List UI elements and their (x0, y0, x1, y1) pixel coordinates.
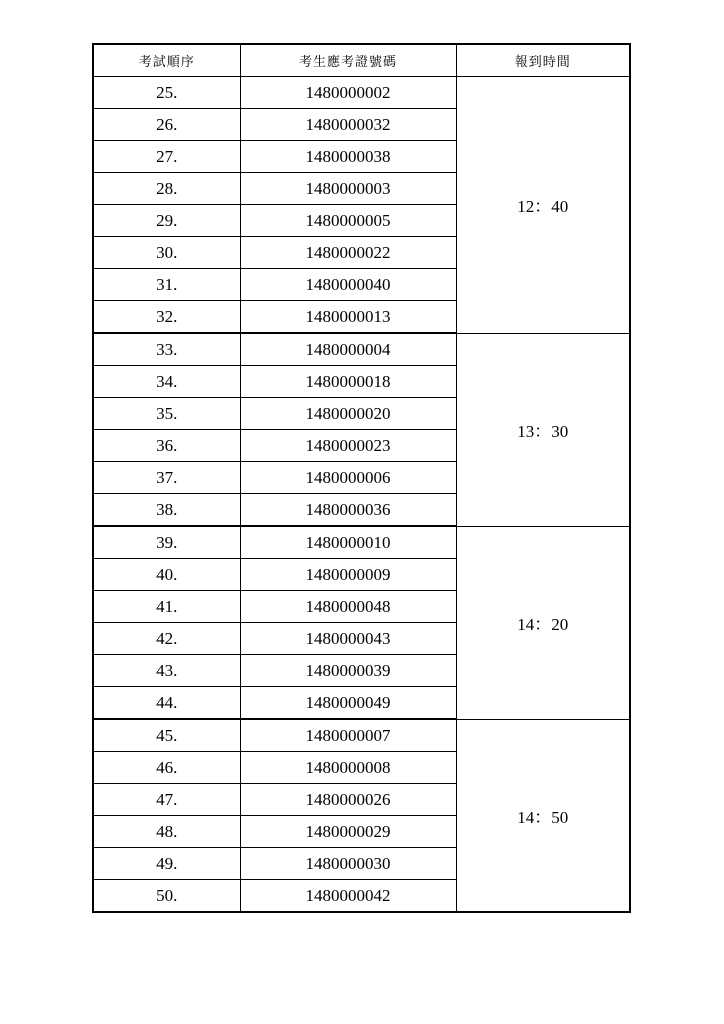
header-check-in-time: 報到時間 (456, 44, 630, 77)
exam-order-cell: 35. (93, 398, 240, 430)
exam-order-cell: 47. (93, 784, 240, 816)
table-row (93, 719, 630, 752)
admission-number-cell: 1480000008 (240, 752, 456, 784)
admission-number-cell: 1480000030 (240, 848, 456, 880)
exam-order-cell: 48. (93, 816, 240, 848)
admission-number-cell: 1480000009 (240, 559, 456, 591)
exam-order-cell: 31. (93, 269, 240, 301)
exam-order-cell: 32. (93, 301, 240, 334)
exam-order-cell: 27. (93, 141, 240, 173)
admission-number-cell: 1480000018 (240, 366, 456, 398)
exam-order-cell: 25. (93, 77, 240, 109)
admission-number-cell: 1480000005 (240, 205, 456, 237)
admission-number-cell: 1480000038 (240, 141, 456, 173)
header-admission-number: 考生應考證號碼 (240, 44, 456, 77)
admission-number-cell: 1480000039 (240, 655, 456, 687)
admission-number-cell: 1480000026 (240, 784, 456, 816)
admission-number-cell: 1480000003 (240, 173, 456, 205)
admission-number-cell: 1480000002 (240, 77, 456, 109)
header-row (93, 44, 630, 77)
exam-order-cell: 46. (93, 752, 240, 784)
exam-order-cell: 36. (93, 430, 240, 462)
exam-order-cell: 38. (93, 494, 240, 527)
admission-number-cell: 1480000048 (240, 591, 456, 623)
admission-number-cell: 1480000036 (240, 494, 456, 527)
admission-number-cell: 1480000049 (240, 687, 456, 720)
admission-number-cell: 1480000029 (240, 816, 456, 848)
exam-order-cell: 29. (93, 205, 240, 237)
admission-number-cell: 1480000010 (240, 526, 456, 559)
check-in-time-cell: 14：50 (456, 719, 630, 912)
admission-number-cell: 1480000043 (240, 623, 456, 655)
header-exam-order: 考試順序 (93, 44, 240, 77)
exam-order-cell: 50. (93, 880, 240, 913)
admission-number-cell: 1480000020 (240, 398, 456, 430)
table-row (93, 526, 630, 559)
exam-order-cell: 33. (93, 333, 240, 366)
exam-order-cell: 41. (93, 591, 240, 623)
admission-number-cell: 1480000032 (240, 109, 456, 141)
admission-number-cell: 1480000023 (240, 430, 456, 462)
table-row (93, 77, 630, 109)
exam-order-cell: 40. (93, 559, 240, 591)
admission-number-cell: 1480000040 (240, 269, 456, 301)
check-in-time-cell: 14：20 (456, 526, 630, 719)
check-in-time-cell: 13：30 (456, 333, 630, 526)
admission-number-cell: 1480000007 (240, 719, 456, 752)
exam-schedule-table (92, 43, 631, 913)
admission-number-cell: 1480000004 (240, 333, 456, 366)
exam-order-cell: 43. (93, 655, 240, 687)
exam-order-cell: 44. (93, 687, 240, 720)
exam-order-cell: 49. (93, 848, 240, 880)
admission-number-cell: 1480000013 (240, 301, 456, 334)
exam-order-cell: 26. (93, 109, 240, 141)
admission-number-cell: 1480000042 (240, 880, 456, 913)
admission-number-cell: 1480000022 (240, 237, 456, 269)
admission-number-cell: 1480000006 (240, 462, 456, 494)
exam-order-cell: 42. (93, 623, 240, 655)
exam-order-cell: 37. (93, 462, 240, 494)
exam-order-cell: 45. (93, 719, 240, 752)
check-in-time-cell: 12：40 (456, 77, 630, 334)
schedule-body (93, 77, 630, 913)
table-row (93, 333, 630, 366)
exam-order-cell: 28. (93, 173, 240, 205)
exam-order-cell: 34. (93, 366, 240, 398)
exam-order-cell: 39. (93, 526, 240, 559)
schedule-sheet (92, 43, 629, 913)
exam-order-cell: 30. (93, 237, 240, 269)
